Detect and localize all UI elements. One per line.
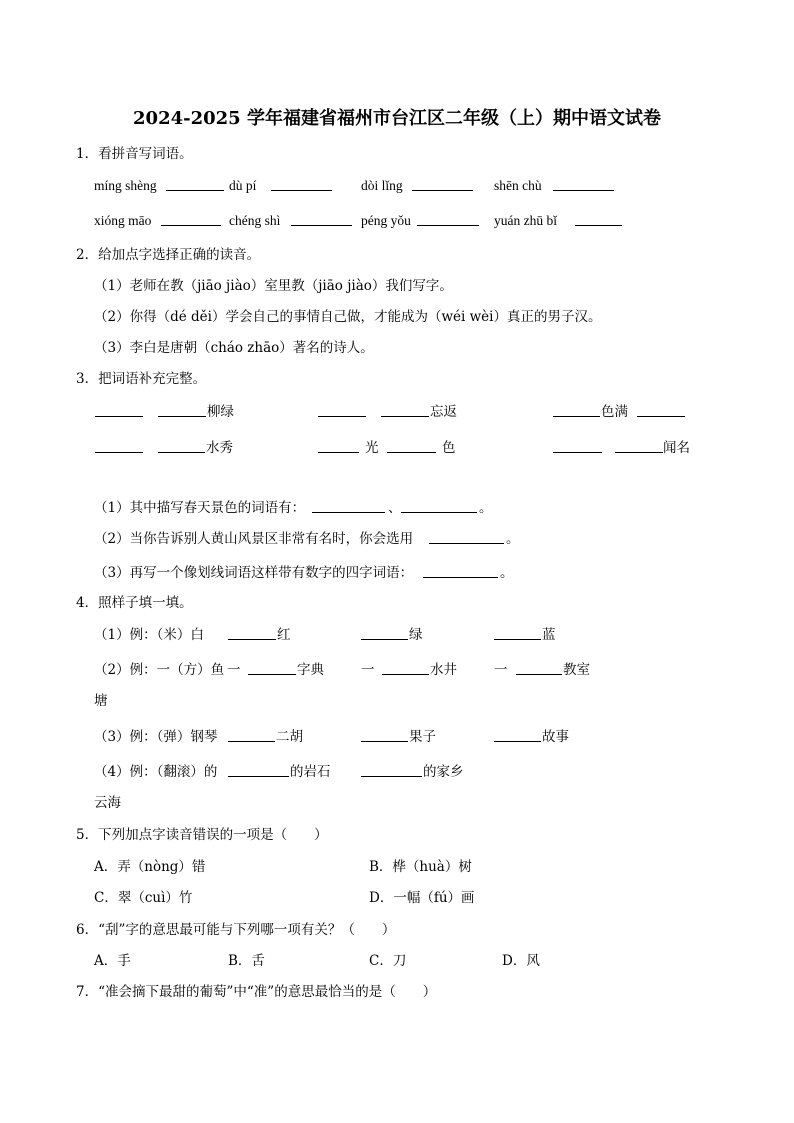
answer-blank[interactable] <box>381 403 429 417</box>
answer-blank[interactable] <box>553 439 602 453</box>
answer-blank[interactable] <box>575 212 622 226</box>
q2-item-1: （1）老师在教（jiāo jiào）室里教（jiāo jiào）我们写字。 <box>94 278 453 294</box>
answer-blank[interactable] <box>382 661 429 675</box>
answer-blank[interactable] <box>228 728 275 742</box>
answer-blank[interactable] <box>553 177 614 191</box>
answer-blank[interactable] <box>361 626 408 640</box>
q4-word: 果子 <box>409 729 436 745</box>
answer-blank[interactable] <box>423 564 498 578</box>
answer-blank[interactable] <box>248 661 296 675</box>
comma: 、 <box>388 500 402 516</box>
answer-blank[interactable] <box>158 439 205 453</box>
answer-blank[interactable] <box>417 212 479 226</box>
option-b[interactable]: B．桦（huà）树 <box>369 859 472 875</box>
q5-stem: 5．下列加点字读音错误的一项是（ ） <box>76 827 328 843</box>
answer-blank[interactable] <box>361 763 422 777</box>
q3-stem: 3．把词语补充完整。 <box>76 371 207 387</box>
q4-measure: 一 <box>494 662 508 678</box>
q4-word: 二胡 <box>276 729 303 745</box>
answer-blank[interactable] <box>271 177 332 191</box>
q4-example: （4）例：（翻滚）的 <box>94 764 218 780</box>
q4-word: 故事 <box>542 729 569 745</box>
q4-word: 绿 <box>409 627 423 643</box>
answer-blank[interactable] <box>494 728 541 742</box>
q4-example: （3）例：（弹）钢琴 <box>94 729 218 745</box>
answer-blank[interactable] <box>95 403 143 417</box>
answer-blank[interactable] <box>228 626 276 640</box>
q6-stem: 6．“刮”字的意思最可能与下列哪一项有关？（ ） <box>76 922 396 938</box>
q4-word: 的家乡 <box>423 764 464 780</box>
pinyin-3: dòi lǐng <box>361 178 403 193</box>
answer-blank[interactable] <box>318 403 366 417</box>
pinyin-1: míng shèng <box>94 178 157 193</box>
answer-blank[interactable] <box>318 439 359 453</box>
idiom-word: 色满 <box>601 404 628 420</box>
q2-stem: 2．给加点字选择正确的读音。 <box>76 247 261 263</box>
answer-blank[interactable] <box>95 439 143 453</box>
idiom-word: 闻名 <box>663 440 690 456</box>
pinyin-4: shēn chù <box>494 178 542 193</box>
answer-blank[interactable] <box>412 177 473 191</box>
option-a[interactable]: A．手 <box>94 953 131 969</box>
q3-sub-1: （1）其中描写春天景色的词语有： <box>94 500 306 516</box>
answer-blank[interactable] <box>637 403 685 417</box>
period: 。 <box>506 531 520 547</box>
answer-blank[interactable] <box>401 499 477 513</box>
q4-example: （1）例：（米）白 <box>94 627 204 643</box>
option-d[interactable]: D．风 <box>502 953 540 969</box>
q3-sub-2: （2）当你告诉别人黄山风景区非常有名时，你会选用 <box>94 531 414 547</box>
idiom-word: 柳绿 <box>207 404 234 420</box>
answer-blank[interactable] <box>494 626 541 640</box>
pinyin-2: dù pí <box>229 178 257 193</box>
option-c[interactable]: C．刀 <box>369 953 407 969</box>
pinyin-8: yuán zhū bǐ <box>494 213 557 228</box>
answer-blank[interactable] <box>291 212 352 226</box>
answer-blank[interactable] <box>228 763 289 777</box>
q4-example: （2）例：一（方）鱼 <box>94 662 225 678</box>
answer-blank[interactable] <box>361 728 408 742</box>
answer-blank[interactable] <box>615 439 663 453</box>
q4-word: 字典 <box>297 662 324 678</box>
pinyin-7: péng yǒu <box>361 213 411 228</box>
idiom-word: 水秀 <box>206 440 233 456</box>
q4-word: 教室 <box>563 662 590 678</box>
q2-item-3: （3）李白是唐朝（cháo zhāo）著名的诗人。 <box>94 340 374 356</box>
option-b[interactable]: B．舌 <box>228 953 265 969</box>
q2-item-2: （2）你得（dé děi）学会自己的事情自己做，才能成为（wéi wèi）真正的男子汉。 <box>94 309 602 325</box>
q4-word: 的岩石 <box>290 764 331 780</box>
page-title: 2024-2025 学年福建省福州市台江区二年级（上）期中语文试卷 <box>133 108 661 129</box>
period: 。 <box>500 565 514 581</box>
q4-wrap-text: 云海 <box>94 795 121 811</box>
answer-blank[interactable] <box>553 403 600 417</box>
answer-blank[interactable] <box>166 177 224 191</box>
q4-word: 蓝 <box>542 627 556 643</box>
q4-word: 水井 <box>430 662 457 678</box>
q4-word: 红 <box>277 627 291 643</box>
q4-measure: 一 <box>361 662 375 678</box>
answer-blank[interactable] <box>429 530 504 544</box>
period: 。 <box>479 500 493 516</box>
answer-blank[interactable] <box>516 661 562 675</box>
answer-blank[interactable] <box>161 212 221 226</box>
q3-sub-3: （3）再写一个像划线词语这样带有数字的四字词语： <box>94 565 414 581</box>
option-c[interactable]: C．翠（cuì）竹 <box>94 890 193 906</box>
idiom-word: 忘返 <box>430 404 457 420</box>
option-a[interactable]: A．弄（nòng）错 <box>94 859 206 875</box>
pinyin-5: xióng māo <box>94 213 152 228</box>
q7-stem: 7．“准会摘下最甜的葡萄”中“准”的意思最恰当的是（ ） <box>76 984 437 1000</box>
option-d[interactable]: D．一幅（fú）画 <box>369 890 475 906</box>
idiom-word: 光 <box>365 440 379 456</box>
dash-mark: 一 <box>227 662 241 678</box>
answer-blank[interactable] <box>158 403 206 417</box>
idiom-word: 色 <box>442 440 456 456</box>
pinyin-6: chéng shì <box>229 213 281 228</box>
q1-stem: 1．看拼音写词语。 <box>76 146 193 162</box>
q4-wrap-text: 塘 <box>94 693 108 709</box>
q4-stem: 4．照样子填一填。 <box>76 595 193 611</box>
answer-blank[interactable] <box>387 439 436 453</box>
answer-blank[interactable] <box>312 499 385 513</box>
